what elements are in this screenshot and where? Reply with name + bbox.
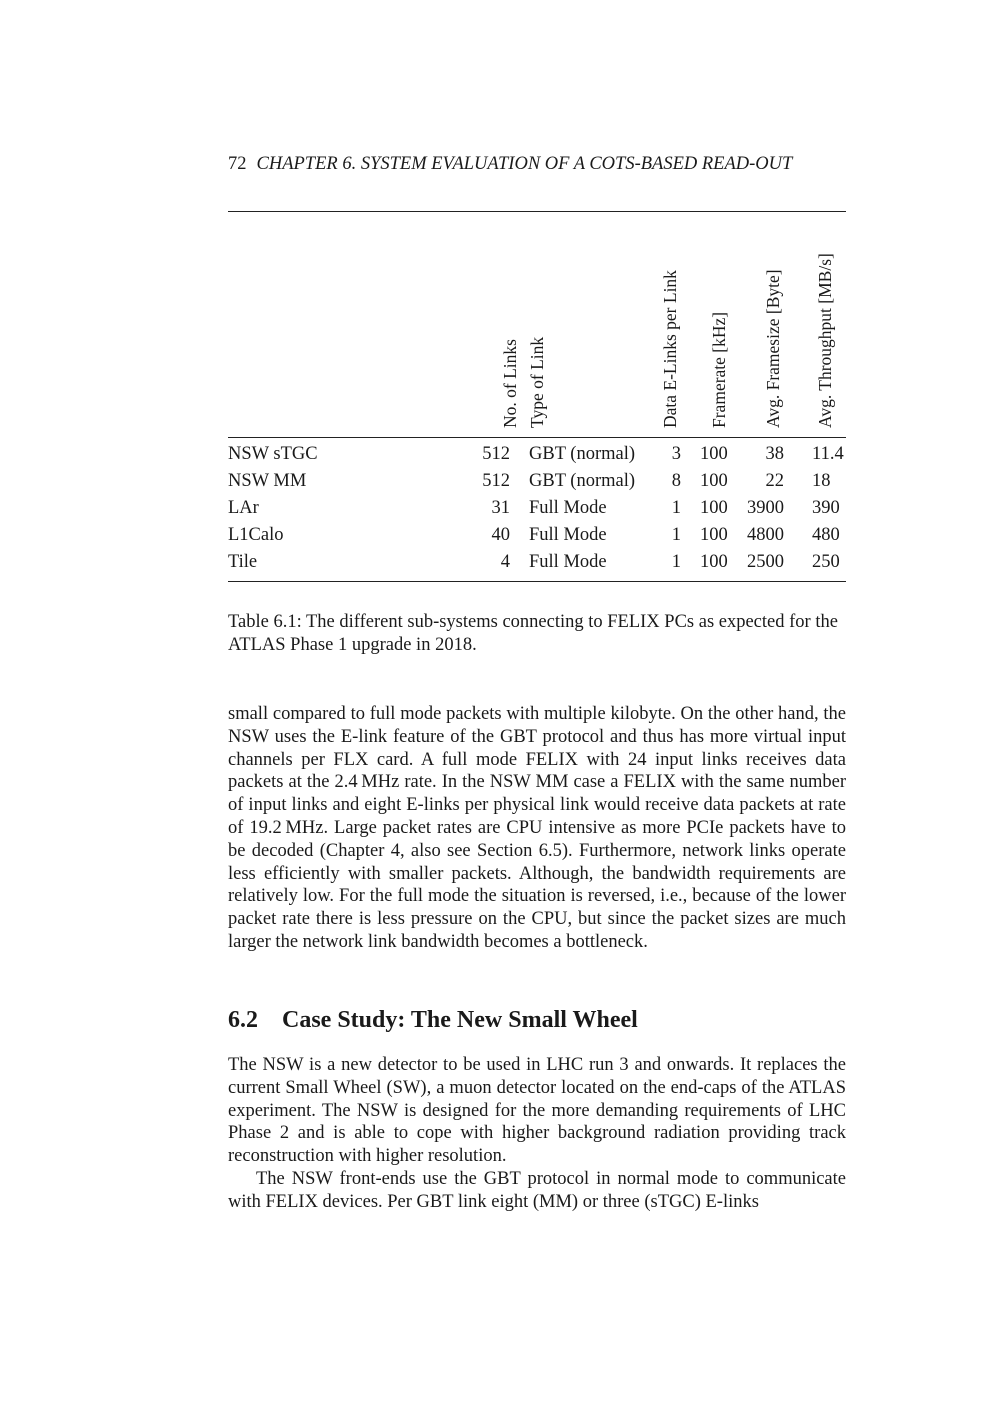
- cell-type: Full Mode: [529, 525, 607, 545]
- cell-framerate: 100: [700, 498, 728, 518]
- cell-framesize: 22: [765, 471, 784, 491]
- column-header-type: Type of Link: [527, 336, 547, 428]
- cell-links: 512: [482, 471, 510, 491]
- body-paragraph: The NSW is a new detector to be used in LHC run 3 and onwards. It replaces the current Small Wheel (SW), a muon detector located on the end-caps of the ATLAS experiment. The NSW is designed for the more demanding requirements of LHC Phase 2 and is able to cope with higher background radiation providing track reconstruction with higher resolution.: [228, 1055, 846, 1167]
- cell-type: GBT (normal): [529, 471, 636, 491]
- cell-elinks: 1: [671, 498, 681, 518]
- cell-subsystem: LAr: [228, 498, 259, 518]
- cell-subsystem: NSW MM: [228, 471, 307, 491]
- cell-framesize: 2500: [747, 552, 784, 572]
- cell-framerate: 100: [700, 444, 728, 464]
- cell-elinks: 3: [671, 444, 681, 464]
- cell-elinks: 8: [671, 471, 681, 491]
- cell-subsystem: Tile: [228, 552, 258, 572]
- table-top-rule: [228, 211, 846, 212]
- running-header: [228, 154, 846, 175]
- cell-elinks: 1: [671, 525, 681, 545]
- cell-subsystem: L1Calo: [228, 525, 284, 545]
- cell-links: 512: [482, 444, 510, 464]
- cell-throughput: 18: [812, 471, 831, 491]
- cell-elinks: 1: [671, 552, 681, 572]
- page-number: 72: [228, 154, 247, 174]
- cell-links: 40: [491, 525, 510, 545]
- section-title: Case Study: The New Small Wheel: [282, 1007, 638, 1033]
- table-bottom-rule: [228, 581, 846, 582]
- column-header-links: No. of Links: [500, 339, 520, 428]
- cell-throughput: 390: [812, 498, 840, 518]
- column-header-throughput: Avg. Throughput [MB/s]: [815, 253, 835, 428]
- cell-type: Full Mode: [529, 552, 607, 572]
- cell-links: 31: [491, 498, 510, 518]
- cell-type: GBT (normal): [529, 444, 636, 464]
- section-heading: [228, 1007, 846, 1034]
- table-header-rule: [228, 437, 846, 438]
- cell-throughput: 250: [812, 552, 840, 572]
- cell-links: 4: [500, 552, 510, 572]
- section-number: 6.2: [228, 1007, 258, 1033]
- cell-framesize: 38: [765, 444, 784, 464]
- cell-throughput: 11.4: [812, 444, 844, 464]
- cell-throughput: 480: [812, 525, 840, 545]
- column-header-elinks: Data E-Links per Link: [660, 270, 680, 428]
- cell-framesize: 3900: [747, 498, 784, 518]
- cell-framerate: 100: [700, 525, 728, 545]
- chapter-title: CHAPTER 6. SYSTEM EVALUATION OF A COTS-BASED READ-OUT: [256, 154, 793, 174]
- column-header-framesize: Avg. Framesize [Byte]: [763, 269, 783, 428]
- table-caption: Table 6.1: The different sub-systems connecting to FELIX PCs as expected for the ATLAS Phase 1 upgrade in 2018.: [228, 612, 838, 655]
- body-paragraph: small compared to full mode packets with multiple kilobyte. On the other hand, the NSW uses the E-link feature of the GBT protocol and thus has more virtual input channels per FLX card. A full mode FELIX with 24 input links receives data packets at the 2.4 MHz rate. In the NSW MM case a FELIX with the same number of input links and eight E-links per physical link would receive data packets at rate of 19.2 MHz. Large packet rates are CPU intensive as more PCIe packets have to be decoded (Chapter 4, also see Section 6.5). Furthermore, network links operate less efficiently with smaller packets. Although, the bandwidth requirements are relatively low. For the full mode the situation is reversed, i.e., because of the lower packet rate there is less pressure on the CPU, but since the packet sizes are much larger the network link bandwidth becomes a bottleneck.: [228, 704, 846, 952]
- cell-framerate: 100: [700, 471, 728, 491]
- cell-framesize: 4800: [747, 525, 784, 545]
- cell-type: Full Mode: [529, 498, 607, 518]
- body-paragraph: The NSW front-ends use the GBT protocol in normal mode to communicate with FELIX devices. Per GBT link eight (MM) or three (sTGC) E-links: [228, 1169, 846, 1212]
- cell-subsystem: NSW sTGC: [228, 444, 318, 464]
- cell-framerate: 100: [700, 552, 728, 572]
- column-header-framerate: Framerate [kHz]: [709, 311, 729, 428]
